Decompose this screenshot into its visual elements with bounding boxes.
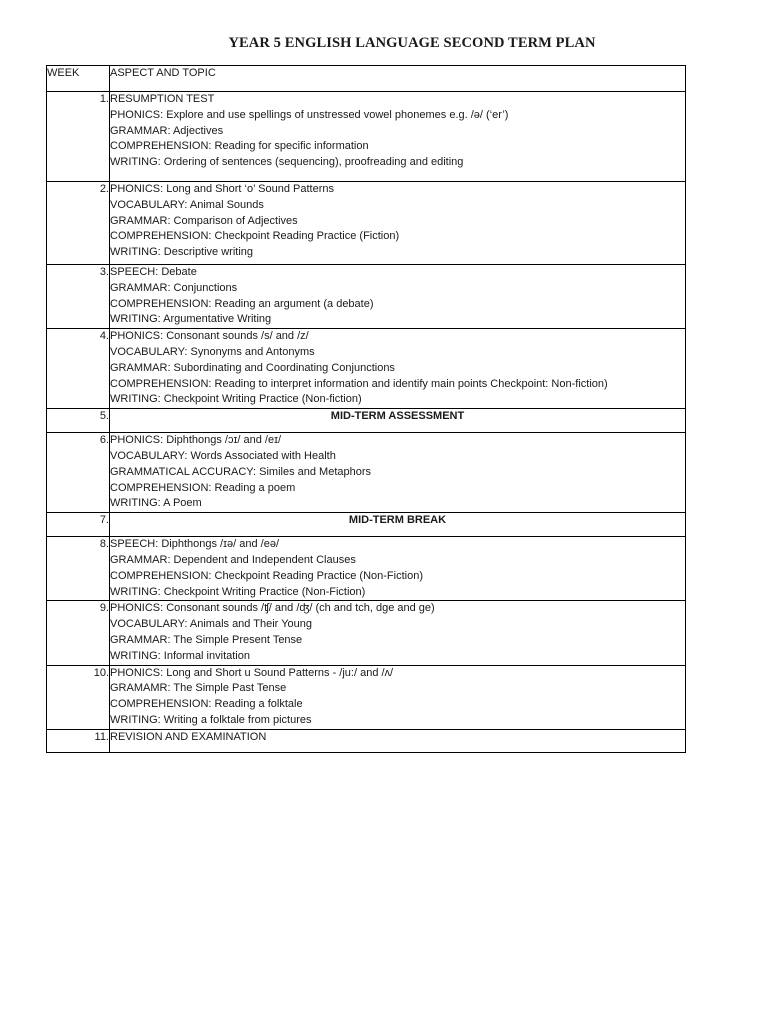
topic-line: COMPREHENSION: Checkpoint Reading Practice (Fiction): [110, 230, 400, 243]
topic-line: GRAMMAR: Dependent and Independent Clauses: [110, 553, 356, 566]
week-number: 6.: [47, 433, 110, 513]
page-title: YEAR 5 ENGLISH LANGUAGE SECOND TERM PLAN: [228, 35, 596, 51]
table-row: [47, 537, 686, 601]
topic-column-header: ASPECT AND TOPIC: [110, 66, 686, 92]
week-column-header: WEEK: [47, 66, 110, 92]
topic-cell: [110, 729, 686, 752]
topic-line: PHONICS: Consonant sounds /ʧ/ and /ʤ/ (ch and tch, dge and ge): [110, 602, 435, 615]
topic-line: COMPREHENSION: Reading to interpret information and identify main points Checkpoint: Non-fiction): [110, 377, 608, 390]
event-label: MID-TERM BREAK: [110, 513, 686, 537]
topic-line: WRITING: Ordering of sentences (sequencing), proofreading and editing: [110, 156, 464, 169]
topic-line: COMPREHENSION: Reading for specific information: [110, 140, 369, 153]
topic-line: RESUMPTION TEST: [110, 93, 215, 105]
week-number: 3.: [47, 265, 110, 329]
event-label: MID-TERM ASSESSMENT: [110, 409, 686, 433]
week-number: 5.: [47, 409, 110, 433]
table-row: [47, 265, 686, 329]
topic-line: PHONICS: Explore and use spellings of unstressed vowel phonemes e.g. /ə/ (‘er’): [110, 108, 509, 121]
table-row: [47, 433, 686, 513]
topic-line: PHONICS: Long and Short u Sound Patterns - /ju:/ and /ʌ/: [110, 666, 394, 679]
topic-cell: [110, 265, 686, 329]
topic-line: SPEECH: Diphthongs /ɪə/ and /eə/: [110, 538, 280, 551]
table-header-row: [47, 66, 686, 92]
table-row: [47, 92, 686, 182]
topic-line: GRAMMAR: Adjectives: [110, 124, 224, 137]
topic-line: PHONICS: Long and Short ‘o’ Sound Patterns: [110, 183, 334, 195]
topic-cell: [110, 433, 686, 513]
topic-cell: [110, 537, 686, 601]
week-number: 8.: [47, 537, 110, 601]
topic-line: COMPREHENSION: Reading an argument (a debate): [110, 297, 374, 310]
topic-line: VOCABULARY: Animal Sounds: [110, 198, 264, 211]
topic-line: GRAMMAR: Conjunctions: [110, 281, 238, 294]
topic-line: WRITING: Checkpoint Writing Practice (Non-fiction): [110, 393, 362, 406]
topic-line: WRITING: Descriptive writing: [110, 246, 254, 259]
topic-line: GRAMAMR: The Simple Past Tense: [110, 682, 287, 695]
topic-line: WRITING: Checkpoint Writing Practice (Non-Fiction): [110, 585, 366, 598]
topic-cell: [110, 329, 686, 409]
table-row: [47, 601, 686, 665]
topic-line: WRITING: Argumentative Writing: [110, 313, 272, 326]
term-plan-table: [46, 65, 686, 753]
topic-line: COMPREHENSION: Reading a folktale: [110, 698, 303, 711]
topic-line: VOCABULARY: Words Associated with Health: [110, 449, 336, 462]
week-number: 11.: [47, 729, 110, 752]
topic-line: GRAMMAR: Comparison of Adjectives: [110, 214, 298, 227]
topic-line: GRAMMATICAL ACCURACY: Similes and Metaphors: [110, 465, 372, 478]
topic-line: PHONICS: Consonant sounds /s/ and /z/: [110, 330, 309, 343]
topic-line: VOCABULARY: Synonyms and Antonyms: [110, 345, 315, 358]
topic-line: GRAMMAR: The Simple Present Tense: [110, 633, 303, 646]
week-number: 7.: [47, 513, 110, 537]
topic-line: WRITING: Informal invitation: [110, 649, 250, 662]
week-number: 2.: [47, 182, 110, 265]
topic-cell: [110, 665, 686, 729]
table-row: [47, 182, 686, 265]
week-number: 1.: [47, 92, 110, 182]
topic-line: COMPREHENSION: Checkpoint Reading Practice (Non-Fiction): [110, 569, 423, 582]
topic-line: GRAMMAR: Subordinating and Coordinating Conjunctions: [110, 361, 395, 374]
week-number: 4.: [47, 329, 110, 409]
table-row: [47, 729, 686, 752]
table-row: [47, 665, 686, 729]
topic-cell: [110, 92, 686, 182]
week-number: 9.: [47, 601, 110, 665]
topic-line: WRITING: A Poem: [110, 497, 202, 510]
topic-line: VOCABULARY: Animals and Their Young: [110, 618, 312, 631]
topic-cell: [110, 601, 686, 665]
table-row: [47, 513, 686, 537]
topic-line: COMPREHENSION: Reading a poem: [110, 481, 296, 494]
week-number: 10.: [47, 665, 110, 729]
topic-line: PHONICS: Diphthongs /ɔɪ/ and /eɪ/: [110, 434, 282, 447]
table-row: [47, 409, 686, 433]
topic-line: REVISION AND EXAMINATION: [110, 730, 267, 743]
topic-cell: [110, 182, 686, 265]
table-row: [47, 329, 686, 409]
topic-line: WRITING: Writing a folktale from pictures: [110, 713, 312, 726]
topic-line: SPEECH: Debate: [110, 266, 197, 278]
